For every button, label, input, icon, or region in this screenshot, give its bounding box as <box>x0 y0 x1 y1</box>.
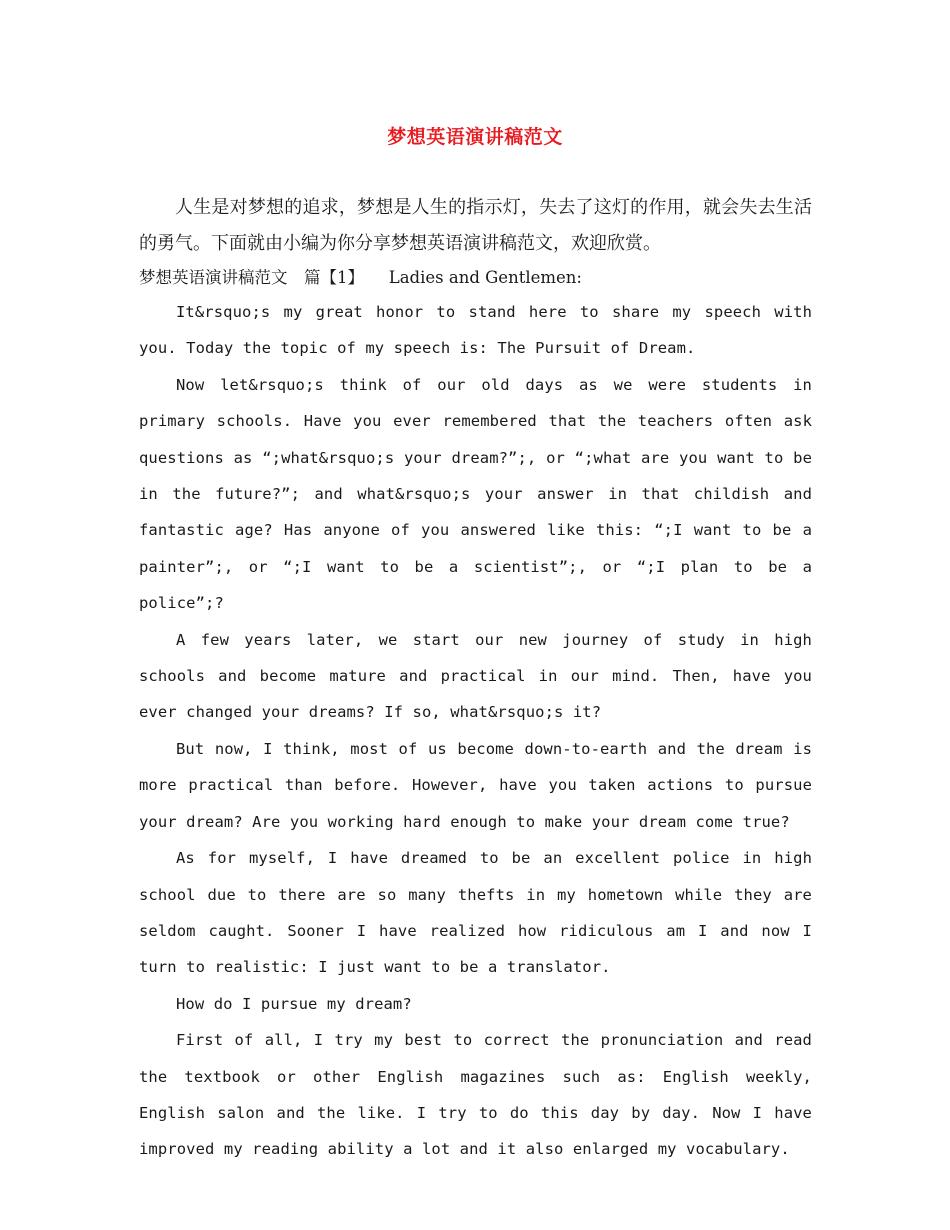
document-title: 梦想英语演讲稿范文 <box>387 126 563 148</box>
paragraph-1: It&rsquo;s my great honor to stand here to share my speech with you. Today the topic of my speech is: The Pursuit of Dream. <box>139 303 812 358</box>
paragraph-7: First of all, I try my best to correct the pronunciation and read the textbook or other English magazines such as: English weekly, English salon and the like. I try to do this day by day. Now I have improved my reading ability a lot and it also enlarged my vocabulary. <box>139 1031 812 1159</box>
paragraph-4: But now, I think, most of us become down-to-earth and the dream is more practical than before. However, have you taken actions to pursue your dream? Are you working hard enough to make your dream come true? <box>139 739 812 831</box>
paragraph-6: How do I pursue my dream? <box>176 994 412 1013</box>
paragraph-3: A few years later, we start our new journey of study in high schools and become mature and practical in our mind. Then, have you ever changed your dreams? If so, what&rsquo;s it? <box>139 630 812 722</box>
paragraph-5: As for myself, I have dreamed to be an excellent police in high school due to there are so many thefts in my hometown while they are seldom caught. Sooner I have realized how ridiculous am I and now I turn to realistic: I just want to be a translator. <box>139 849 812 977</box>
intro-paragraph: 人生是对梦想的追求，梦想是人生的指示灯，失去了这灯的作用，就会失去生活的勇气。下面就由小编为你分享梦想英语演讲稿范文，欢迎欣赏。 <box>139 197 812 254</box>
section-heading: 梦想英语演讲稿范文 篇【1】 Ladies and Gentlemen: <box>139 268 582 287</box>
document-body <box>139 190 812 1168</box>
paragraph-2: Now let&rsquo;s think of our old days as we were students in primary schools. Have you ever remembered that the teachers often ask questions as “;what&rsquo;s your dream?”;, or “;what are you want to be in the future?”; and what&rsquo;s your answer in that childish and fantastic age? Has anyone of you answered like this: “;I want to be a painter”;, or “;I want to be a scientist”;, or “;I plan to be a police”;? <box>139 375 812 613</box>
